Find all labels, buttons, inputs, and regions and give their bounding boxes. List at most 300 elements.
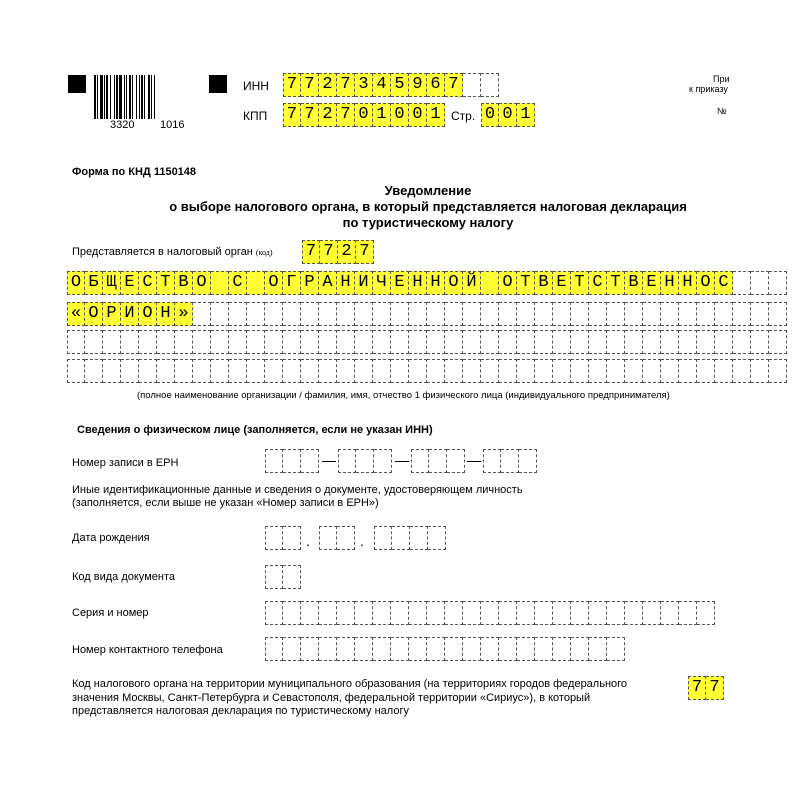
barcode-bar (126, 75, 127, 119)
char-cell (265, 565, 283, 589)
char-cell: Т (571, 271, 589, 295)
char-cell: О (193, 271, 211, 295)
char-cell (283, 449, 301, 473)
phone-field[interactable] (265, 637, 625, 661)
barcode (94, 75, 202, 119)
kpp-field[interactable] (283, 103, 445, 127)
char-cell: Н (409, 271, 427, 295)
char-cell: 1 (427, 103, 445, 127)
char-cell (265, 359, 283, 383)
char-cell (373, 601, 391, 625)
char-cell (409, 637, 427, 661)
char-cell (139, 359, 157, 383)
char-cell (211, 359, 229, 383)
char-cell (463, 73, 481, 97)
corner-marker (209, 75, 227, 93)
char-cell (427, 302, 445, 326)
char-cell: Н (661, 271, 679, 295)
barcode-bar (129, 75, 131, 119)
char-cell (481, 73, 499, 97)
char-cell: В (625, 271, 643, 295)
birth-day-field[interactable] (265, 526, 301, 550)
barcode-bar (132, 75, 133, 119)
char-cell (211, 302, 229, 326)
char-cell: Ч (373, 271, 391, 295)
char-cell (769, 359, 787, 383)
char-cell (463, 637, 481, 661)
barcode-bar (94, 75, 96, 119)
char-cell (715, 302, 733, 326)
char-cell (679, 359, 697, 383)
char-cell (193, 302, 211, 326)
char-cell: С (715, 271, 733, 295)
char-cell: 2 (319, 103, 337, 127)
municipal-note-line: представляется налоговая декларация по туристическому налогу (72, 705, 409, 717)
char-cell (697, 330, 715, 354)
char-cell (247, 330, 265, 354)
tax-authority-label (72, 246, 273, 258)
barcode-bar (148, 75, 150, 119)
char-cell (751, 359, 769, 383)
char-cell (301, 359, 319, 383)
char-cell (553, 302, 571, 326)
barcode-bar (116, 75, 118, 119)
tax-authority-label-text: Представляется в налоговый орган (72, 246, 253, 258)
char-cell (356, 449, 374, 473)
char-cell (427, 359, 445, 383)
char-cell (589, 359, 607, 383)
char-cell (733, 330, 751, 354)
barcode-bar (114, 75, 115, 119)
char-cell (319, 601, 337, 625)
char-cell (265, 449, 283, 473)
char-cell (355, 359, 373, 383)
char-cell (517, 330, 535, 354)
char-cell (517, 302, 535, 326)
char-cell (463, 359, 481, 383)
char-cell (501, 449, 519, 473)
erp-field-part-3[interactable] (411, 449, 465, 473)
page-field[interactable] (481, 103, 535, 127)
char-cell (391, 330, 409, 354)
char-cell (517, 637, 535, 661)
char-cell (697, 302, 715, 326)
char-cell (589, 330, 607, 354)
char-cell (355, 302, 373, 326)
char-cell: 6 (427, 73, 445, 97)
char-cell (265, 601, 283, 625)
char-cell (175, 359, 193, 383)
inn-label: ИНН (243, 79, 269, 93)
char-cell (607, 302, 625, 326)
char-cell: 5 (391, 73, 409, 97)
char-cell (301, 449, 319, 473)
char-cell (571, 601, 589, 625)
char-cell: 7 (301, 73, 319, 97)
char-cell: Е (391, 271, 409, 295)
barcode-bar (119, 75, 122, 119)
char-cell (429, 449, 447, 473)
char-cell (769, 271, 787, 295)
char-cell: В (175, 271, 193, 295)
char-cell (301, 330, 319, 354)
char-cell: » (175, 302, 193, 326)
char-cell (769, 302, 787, 326)
char-cell (85, 359, 103, 383)
char-cell (265, 302, 283, 326)
char-cell (247, 359, 265, 383)
char-cell (463, 601, 481, 625)
tax-authority-label-small: (код) (255, 248, 273, 257)
char-cell: И (355, 271, 373, 295)
char-cell (193, 359, 211, 383)
erp-dash (467, 461, 481, 462)
char-cell: С (589, 271, 607, 295)
char-cell (751, 271, 769, 295)
char-cell (499, 302, 517, 326)
char-cell (679, 302, 697, 326)
char-cell (769, 330, 787, 354)
char-cell (175, 330, 193, 354)
char-cell: Г (283, 271, 301, 295)
char-cell (517, 601, 535, 625)
barcode-bar (106, 75, 108, 119)
series-field[interactable] (265, 601, 715, 625)
char-cell: 4 (373, 73, 391, 97)
char-cell (121, 359, 139, 383)
barcode-bar (110, 75, 111, 119)
char-cell (355, 637, 373, 661)
char-cell: Е (121, 271, 139, 295)
char-cell (338, 449, 356, 473)
char-cell (499, 359, 517, 383)
char-cell (337, 526, 355, 550)
char-cell: « (67, 302, 85, 326)
char-cell (157, 359, 175, 383)
char-cell (571, 359, 589, 383)
char-cell (337, 637, 355, 661)
char-cell (553, 330, 571, 354)
org-name-caption: (полное наименование организации / фамилия, имя, отчество 1 физического лица (индивидуального предпринимателя) (137, 390, 670, 401)
char-cell (211, 271, 229, 295)
char-cell (319, 637, 337, 661)
char-cell: 7 (337, 73, 355, 97)
char-cell: Щ (103, 271, 121, 295)
municipal-note (72, 678, 627, 719)
birth-year-field[interactable] (374, 526, 446, 550)
char-cell (733, 359, 751, 383)
char-cell (283, 359, 301, 383)
char-cell (553, 637, 571, 661)
char-cell (715, 359, 733, 383)
char-cell (157, 330, 175, 354)
char-cell (607, 330, 625, 354)
char-cell: О (445, 271, 463, 295)
char-cell (319, 359, 337, 383)
char-cell (103, 359, 121, 383)
char-cell: О (697, 271, 715, 295)
doc-code-field[interactable] (265, 565, 301, 589)
char-cell (319, 526, 337, 550)
char-cell: 7 (283, 73, 301, 97)
char-cell (301, 637, 319, 661)
char-cell (589, 601, 607, 625)
series-label: Серия и номер (72, 607, 149, 619)
form-title-line: о выборе налогового органа, в который представляется налоговая декларация (169, 199, 687, 214)
char-cell: В (535, 271, 553, 295)
char-cell (283, 302, 301, 326)
char-cell (661, 601, 679, 625)
char-cell (409, 359, 427, 383)
char-cell (643, 302, 661, 326)
char-cell: Н (679, 271, 697, 295)
char-cell (445, 637, 463, 661)
char-cell (103, 330, 121, 354)
char-cell: О (85, 302, 103, 326)
char-cell (427, 330, 445, 354)
char-cell (374, 449, 392, 473)
corner-text-3: № (717, 106, 727, 116)
char-cell (391, 359, 409, 383)
char-cell: Е (643, 271, 661, 295)
barcode-bar (100, 75, 103, 119)
barcode-bar (124, 75, 125, 119)
char-cell (85, 330, 103, 354)
char-cell (283, 526, 301, 550)
char-cell (481, 637, 499, 661)
form-title-line: по туристическому налогу (342, 215, 514, 230)
barcode-bar (154, 75, 155, 119)
char-cell (661, 330, 679, 354)
char-cell (553, 359, 571, 383)
char-cell (355, 601, 373, 625)
char-cell: 9 (409, 73, 427, 97)
barcode-bar (141, 75, 143, 119)
char-cell: 1 (517, 103, 535, 127)
char-cell (373, 637, 391, 661)
birth-date-label: Дата рождения (72, 532, 150, 544)
char-cell (229, 359, 247, 383)
char-cell: Т (607, 271, 625, 295)
char-cell: 7 (688, 676, 706, 700)
barcode-number-right: 1016 (160, 119, 185, 131)
org-name-row-3[interactable] (67, 330, 726, 354)
char-cell (481, 330, 499, 354)
barcode-bar (136, 75, 137, 119)
char-cell: 7 (302, 240, 320, 264)
char-cell (733, 271, 751, 295)
char-cell (427, 601, 445, 625)
char-cell: Р (103, 302, 121, 326)
barcode-bar (104, 75, 105, 119)
barcode-bar (144, 75, 145, 119)
char-cell (283, 601, 301, 625)
birth-month-field[interactable] (319, 526, 355, 550)
char-cell: 0 (409, 103, 427, 127)
char-cell (535, 601, 553, 625)
org-name-row-1[interactable] (67, 271, 729, 295)
char-cell (193, 330, 211, 354)
char-cell (411, 449, 429, 473)
char-cell (481, 271, 499, 295)
erp-field-part-4[interactable] (483, 449, 537, 473)
char-cell: 0 (481, 103, 499, 127)
form-title (120, 183, 736, 231)
form-title-line: Уведомление (384, 183, 472, 198)
char-cell (697, 359, 715, 383)
char-cell (625, 359, 643, 383)
char-cell: 0 (499, 103, 517, 127)
char-cell (571, 330, 589, 354)
char-cell: А (319, 271, 337, 295)
char-cell (625, 601, 643, 625)
date-separator: . (306, 533, 310, 549)
char-cell (373, 302, 391, 326)
char-cell (409, 302, 427, 326)
char-cell (337, 601, 355, 625)
char-cell (445, 302, 463, 326)
other-data-note-line: Иные идентификационные данные и сведения о документе, удостоверяющем личность (72, 484, 523, 496)
char-cell: О (265, 271, 283, 295)
char-cell (445, 359, 463, 383)
form-knd: Форма по КНД 1150148 (72, 166, 197, 178)
char-cell: 2 (338, 240, 356, 264)
municipal-code-field[interactable] (688, 676, 724, 700)
char-cell (409, 330, 427, 354)
erp-field-part-1[interactable] (265, 449, 319, 473)
char-cell (445, 330, 463, 354)
char-cell (661, 359, 679, 383)
char-cell: 0 (355, 103, 373, 127)
char-cell (499, 637, 517, 661)
char-cell (391, 601, 409, 625)
char-cell (483, 449, 501, 473)
char-cell (517, 359, 535, 383)
char-cell (751, 330, 769, 354)
char-cell: Т (517, 271, 535, 295)
page-label: Стр. (451, 109, 476, 123)
char-cell (283, 637, 301, 661)
tax-authority-code-field[interactable] (302, 240, 374, 264)
char-cell (391, 637, 409, 661)
char-cell (643, 601, 661, 625)
char-cell (337, 359, 355, 383)
municipal-note-line: значения Москвы, Санкт-Петербурга и Севастополя, федеральной территории «Сириус»), в который (72, 691, 591, 704)
char-cell (265, 526, 283, 550)
char-cell (661, 302, 679, 326)
char-cell (445, 601, 463, 625)
char-cell (301, 302, 319, 326)
org-name-row-4[interactable] (67, 359, 726, 383)
char-cell: Н (157, 302, 175, 326)
char-cell (607, 637, 625, 661)
char-cell (229, 330, 247, 354)
char-cell (715, 330, 733, 354)
char-cell (751, 302, 769, 326)
char-cell (535, 637, 553, 661)
char-cell: Б (85, 271, 103, 295)
char-cell (265, 637, 283, 661)
char-cell (301, 601, 319, 625)
barcode-bar (97, 75, 98, 119)
char-cell (589, 637, 607, 661)
char-cell (535, 359, 553, 383)
char-cell (373, 359, 391, 383)
char-cell (643, 330, 661, 354)
barcode-bars (94, 75, 202, 119)
char-cell (447, 449, 465, 473)
char-cell: 2 (319, 73, 337, 97)
char-cell (553, 601, 571, 625)
char-cell: 7 (356, 240, 374, 264)
char-cell (211, 330, 229, 354)
char-cell: О (139, 302, 157, 326)
char-cell (481, 359, 499, 383)
char-cell: 7 (706, 676, 724, 700)
char-cell (481, 601, 499, 625)
char-cell (679, 601, 697, 625)
char-cell (697, 601, 715, 625)
char-cell (409, 601, 427, 625)
char-cell: С (229, 271, 247, 295)
char-cell (283, 565, 301, 589)
char-cell (428, 526, 446, 550)
char-cell (571, 302, 589, 326)
char-cell: 7 (445, 73, 463, 97)
char-cell (607, 601, 625, 625)
char-cell (265, 330, 283, 354)
char-cell (625, 302, 643, 326)
char-cell (121, 330, 139, 354)
char-cell: Й (463, 271, 481, 295)
municipal-note-line: Код налогового органа на территории муниципального образования (на территориях городов федерального (72, 678, 628, 690)
char-cell (374, 526, 392, 550)
phone-label: Номер контактного телефона (72, 644, 223, 656)
char-cell (283, 330, 301, 354)
char-cell (499, 330, 517, 354)
char-cell: 1 (373, 103, 391, 127)
barcode-bar (139, 75, 140, 119)
char-cell (337, 302, 355, 326)
char-cell (463, 330, 481, 354)
char-cell (535, 330, 553, 354)
char-cell (535, 302, 553, 326)
other-data-note (72, 484, 523, 510)
org-name-row-2[interactable] (67, 302, 726, 326)
char-cell: 0 (391, 103, 409, 127)
erp-field-part-2[interactable] (338, 449, 392, 473)
char-cell (247, 271, 265, 295)
char-cell: С (139, 271, 157, 295)
char-cell (319, 302, 337, 326)
char-cell (247, 302, 265, 326)
char-cell: Н (427, 271, 445, 295)
barcode-bar (151, 75, 152, 119)
char-cell: 7 (337, 103, 355, 127)
char-cell (571, 637, 589, 661)
char-cell (625, 330, 643, 354)
inn-field[interactable] (283, 73, 499, 97)
char-cell (391, 302, 409, 326)
char-cell (229, 302, 247, 326)
char-cell (589, 302, 607, 326)
char-cell: Р (301, 271, 319, 295)
char-cell (392, 526, 410, 550)
char-cell: 3 (355, 73, 373, 97)
char-cell (67, 359, 85, 383)
char-cell: Н (337, 271, 355, 295)
corner-text-1: При (713, 74, 730, 84)
